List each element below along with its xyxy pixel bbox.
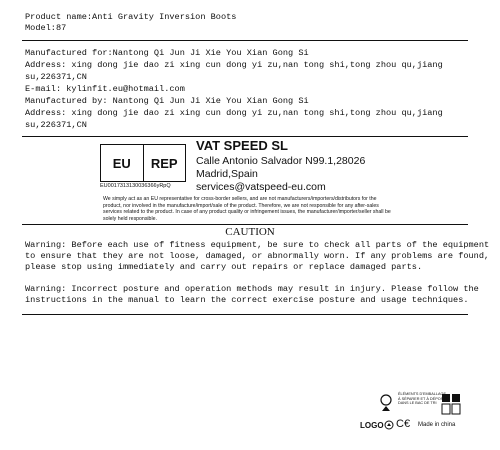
warning-line: Warning: Incorrect posture and operation methods may result in injury. Please follow the	[25, 284, 479, 294]
recycling-icon	[384, 420, 394, 430]
manufacturer-line: Address: xing dong jie dao zi xing cun dong yi zu,nan tong shi,tong zhou qu,jiang	[25, 60, 443, 70]
eu-label: EU	[112, 155, 131, 171]
warning-line: please stop using immediately and carry out repairs or replace damaged parts.	[25, 262, 423, 272]
manufacturer-line: su,226371,CN	[25, 120, 87, 130]
manufacturer-line: Address: xing dong jie dao zi xing cun dong yi zu,nan tong shi,tong zhou qu,jiang	[25, 108, 443, 118]
rep-label: REP	[143, 145, 186, 181]
manufacturer-line: Manufactured for:Nantong Qi Jun Ji Xie You Xian Gong Si	[25, 48, 309, 58]
eu-rep-address-line: Madrid,Spain	[196, 168, 258, 180]
product-name: Product name:Anti Gravity Inversion Boots	[25, 12, 237, 22]
manufacturer-email: E-mail: kylinfit.eu@hotmail.com	[25, 84, 185, 94]
eu-registration-number: EU0017313130036366yRpQ	[100, 183, 171, 189]
divider	[22, 40, 468, 41]
warning-line: instructions in the manual to learn the correct exercise posture and usage techniques.	[25, 295, 469, 305]
manufacturer-line: su,226371,CN	[25, 72, 87, 82]
caution-title: CAUTION	[225, 226, 275, 238]
eu-rep-symbol	[100, 144, 186, 182]
divider	[22, 136, 468, 137]
eu-rep-email: services@vatspeed-eu.com	[196, 181, 326, 193]
ce-mark: C€	[396, 418, 411, 430]
packaging-sorting-text: ÉLÉMENTS D'EMBALLAGE À SÉPARER ET À DÉPOSER DANS LE BAC DE TRI	[398, 392, 449, 406]
manufacturer-line: Manufactured by: Nantong Qi Jun Ji Xie You Xian Gong Si	[25, 96, 309, 106]
eu-rep-company: VAT SPEED SL	[196, 138, 288, 153]
warning-line: Warning: Before each use of fitness equipment, be sure to check all parts of the equipment	[25, 240, 490, 250]
logo-mark: LOGO	[360, 421, 384, 430]
model-number: Model:87	[25, 23, 67, 33]
divider	[22, 224, 468, 225]
made-in-label: Made in china	[418, 422, 456, 428]
eu-rep-disclaimer: We simply act as an EU representative for cross-border sellers, and are not manufacturers/importers/distributors for the product, nor involved in the manufacture/import/sale of the product. Therefore, we are not responsible for any after-sales services related to the product. In case of any product quality or infringement issues, the manufacturer/importer/seller shall be solely held responsible.	[103, 196, 391, 222]
divider	[22, 314, 468, 315]
eu-rep-address-line: Calle Antonio Salvador N99.1,28026	[196, 155, 366, 167]
warning-line: to ensure that they are not loose, damaged, or abnormally worn. If any problems are found,	[25, 251, 490, 261]
